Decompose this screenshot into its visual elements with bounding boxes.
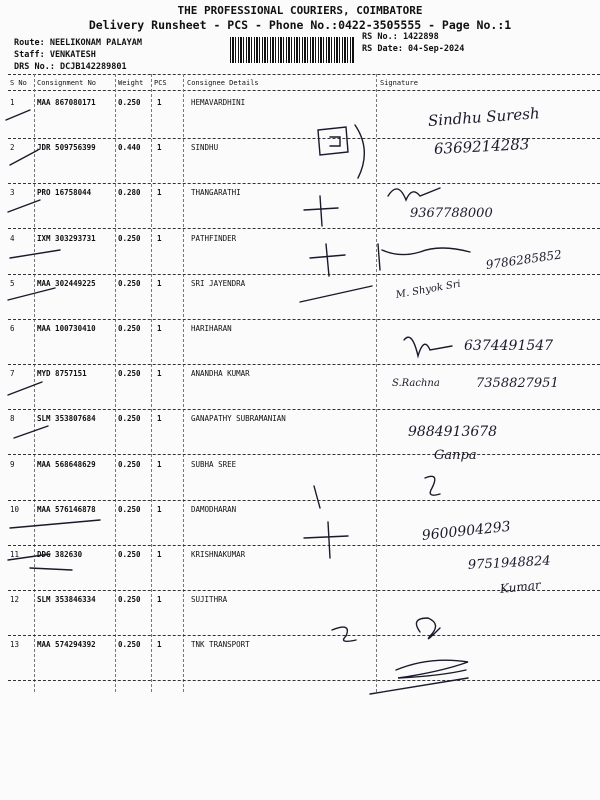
cross-mark	[304, 522, 348, 558]
cell-sno: 5	[10, 278, 15, 288]
scribble-mark	[396, 660, 468, 678]
cell-consignment: JDR 509756399	[37, 143, 96, 153]
cell-consignment: MAA 568648629	[37, 459, 96, 469]
cell-consignee: SINDHU	[191, 143, 219, 153]
handwritten-name: Kumar	[499, 577, 542, 596]
cell-pcs: 1	[157, 640, 162, 650]
cross-mark	[304, 196, 338, 226]
cell-sno: 6	[10, 324, 15, 333]
cell-consignment: SLM 353846334	[37, 595, 96, 605]
cell-sno: 12	[10, 595, 20, 605]
cell-consignee: SUJITHRA	[191, 595, 228, 605]
tick-mark	[8, 200, 40, 212]
cell-consignment: MAA 574294392	[37, 640, 96, 650]
cell-pcs: 1	[157, 595, 162, 605]
cell-pcs: 1	[157, 369, 162, 379]
cell-consignment: MAA 867080171	[37, 98, 96, 107]
row-divider	[8, 680, 600, 681]
cell-consignee: SRI JAYENDRA	[191, 278, 246, 288]
row-divider	[8, 545, 600, 546]
cell-sno: 2	[10, 143, 15, 153]
row-divider	[8, 228, 600, 229]
cell-weight: 0.250	[118, 550, 141, 559]
cell-sno: 3	[10, 188, 15, 198]
cell-weight: 0.250	[118, 459, 141, 469]
stroke-mark	[314, 486, 320, 508]
cell-pcs: 1	[157, 459, 162, 469]
handwritten-phone: 9751948824	[467, 553, 551, 573]
tick-mark	[6, 110, 30, 120]
rs-number: RS No.: 1422898	[362, 32, 439, 42]
handwritten-phone: 9786285852	[485, 247, 563, 272]
signature-mark	[378, 244, 470, 270]
col-signature: Signature	[380, 79, 418, 87]
col-consignment: Consignment No	[37, 79, 97, 87]
handwritten-name: Ganpa	[434, 448, 477, 463]
col-consignee: Consignee Details	[187, 79, 259, 87]
cell-consignee: HEMAVARDHINI	[191, 98, 246, 107]
row-divider	[8, 635, 600, 636]
staff-label: Staff: VENKATESH	[14, 50, 96, 60]
row-divider	[8, 183, 600, 184]
tick-mark	[10, 250, 60, 258]
company-name: THE PROFESSIONAL COURIERS, COIMBATORE	[177, 4, 423, 17]
col-divider	[183, 74, 184, 692]
cell-weight: 0.250	[118, 98, 141, 107]
stamp-mark	[318, 127, 348, 155]
header-bottom-rule	[8, 90, 600, 91]
handwritten-phone: 7358827951	[476, 376, 559, 391]
cell-consignee: HARIHARAN	[191, 324, 232, 333]
scribble-mark	[425, 476, 440, 495]
cell-pcs: 1	[157, 504, 162, 514]
handwritten-name: S.Rachna	[392, 378, 440, 389]
rs-date: RS Date: 04-Sep-2024	[362, 44, 465, 54]
tick-mark	[14, 426, 48, 438]
cell-sno: 8	[10, 414, 15, 424]
cell-consignment: MYD 8757151	[37, 369, 87, 379]
cell-pcs: 1	[157, 143, 162, 153]
tick-mark	[30, 568, 72, 570]
cell-consignee: PATHFINDER	[191, 233, 237, 243]
col-weight: Weight	[118, 79, 144, 87]
cell-weight: 0.250	[118, 414, 141, 424]
tick-mark	[8, 288, 55, 300]
cell-consignee: DAMODHARAN	[191, 504, 237, 514]
col-divider	[115, 74, 116, 692]
cell-consignment: MAA 302449225	[37, 278, 96, 288]
cell-consignment: SLM 353807684	[37, 414, 96, 424]
row-divider	[8, 274, 600, 275]
col-sno: S No	[10, 79, 27, 87]
cell-consignment: MAA 576146878	[37, 504, 96, 514]
handwritten-phone: 9367788000	[410, 206, 493, 221]
cell-consignee: KRISHNAKUMAR	[191, 550, 246, 559]
header-top-rule	[8, 74, 600, 75]
cell-pcs: 1	[157, 414, 162, 424]
cross-mark	[310, 244, 345, 276]
cell-consignment: IXM 303293731	[37, 233, 96, 243]
cell-pcs: 1	[157, 550, 162, 559]
handwritten-phone: 6374491547	[464, 338, 554, 354]
cell-sno: 4	[10, 233, 15, 243]
cell-weight: 0.250	[118, 595, 141, 605]
signature-mark	[404, 337, 452, 356]
row-divider	[8, 364, 600, 365]
cell-consignment: PRO 16758044	[37, 188, 92, 198]
tick-mark	[8, 382, 42, 395]
row-divider	[8, 319, 600, 320]
handwritten-phone: 6369214283	[433, 135, 530, 158]
cell-pcs: 1	[157, 188, 162, 198]
cell-sno: 1	[10, 98, 15, 107]
cell-sno: 9	[10, 459, 15, 469]
cell-consignment: MAA 100730410	[37, 324, 96, 333]
cell-sno: 10	[10, 504, 20, 514]
cell-weight: 0.250	[118, 233, 141, 243]
handwritten-phone: 9600904293	[421, 518, 512, 544]
cell-sno: 7	[10, 369, 15, 379]
cell-consignment: DDG 382630	[37, 550, 83, 559]
handwritten-name: M. Shyok Sri	[395, 278, 462, 301]
cell-weight: 0.280	[118, 188, 141, 198]
cell-weight: 0.250	[118, 278, 141, 288]
row-divider	[8, 409, 600, 410]
cell-sno: 11	[10, 550, 20, 559]
col-divider	[151, 74, 152, 692]
cell-weight: 0.440	[118, 143, 141, 153]
signature-mark	[388, 188, 440, 200]
stroke-mark	[300, 286, 372, 302]
drs-number: DRS No.: DCJB142289801	[14, 62, 127, 72]
row-divider	[8, 500, 600, 501]
route-label: Route: NEELIKONAM PALAYAM	[14, 38, 142, 48]
cell-consignee: THANGARATHI	[191, 188, 241, 198]
handwritten-name: Sindhu Suresh	[427, 104, 541, 130]
tick-mark	[10, 520, 100, 528]
barcode	[230, 37, 354, 63]
runsheet-title: Delivery Runsheet - PCS - Phone No.:0422-3505555 - Page No.:1	[88, 18, 512, 32]
cell-consignee: TNK TRANSPORT	[191, 640, 250, 650]
cell-pcs: 1	[157, 233, 162, 243]
cell-weight: 0.250	[118, 504, 141, 514]
cell-pcs: 1	[157, 278, 162, 288]
handwritten-phone: 9884913678	[408, 424, 498, 440]
cell-pcs: 1	[157, 98, 162, 107]
col-pcs: PCS	[154, 79, 167, 87]
row-divider	[8, 454, 600, 455]
cell-weight: 0.250	[118, 324, 141, 333]
cell-consignee: ANANDHA KUMAR	[191, 369, 250, 379]
cell-weight: 0.250	[118, 369, 141, 379]
cell-pcs: 1	[157, 324, 162, 333]
col-divider	[34, 74, 35, 692]
cell-consignee: SUBHA SREE	[191, 459, 237, 469]
col-divider	[376, 74, 377, 692]
cell-sno: 13	[10, 640, 20, 650]
cell-consignee: GANAPATHY SUBRAMANIAN	[191, 414, 286, 424]
stamp-mark	[355, 125, 364, 178]
cell-weight: 0.250	[118, 640, 141, 650]
